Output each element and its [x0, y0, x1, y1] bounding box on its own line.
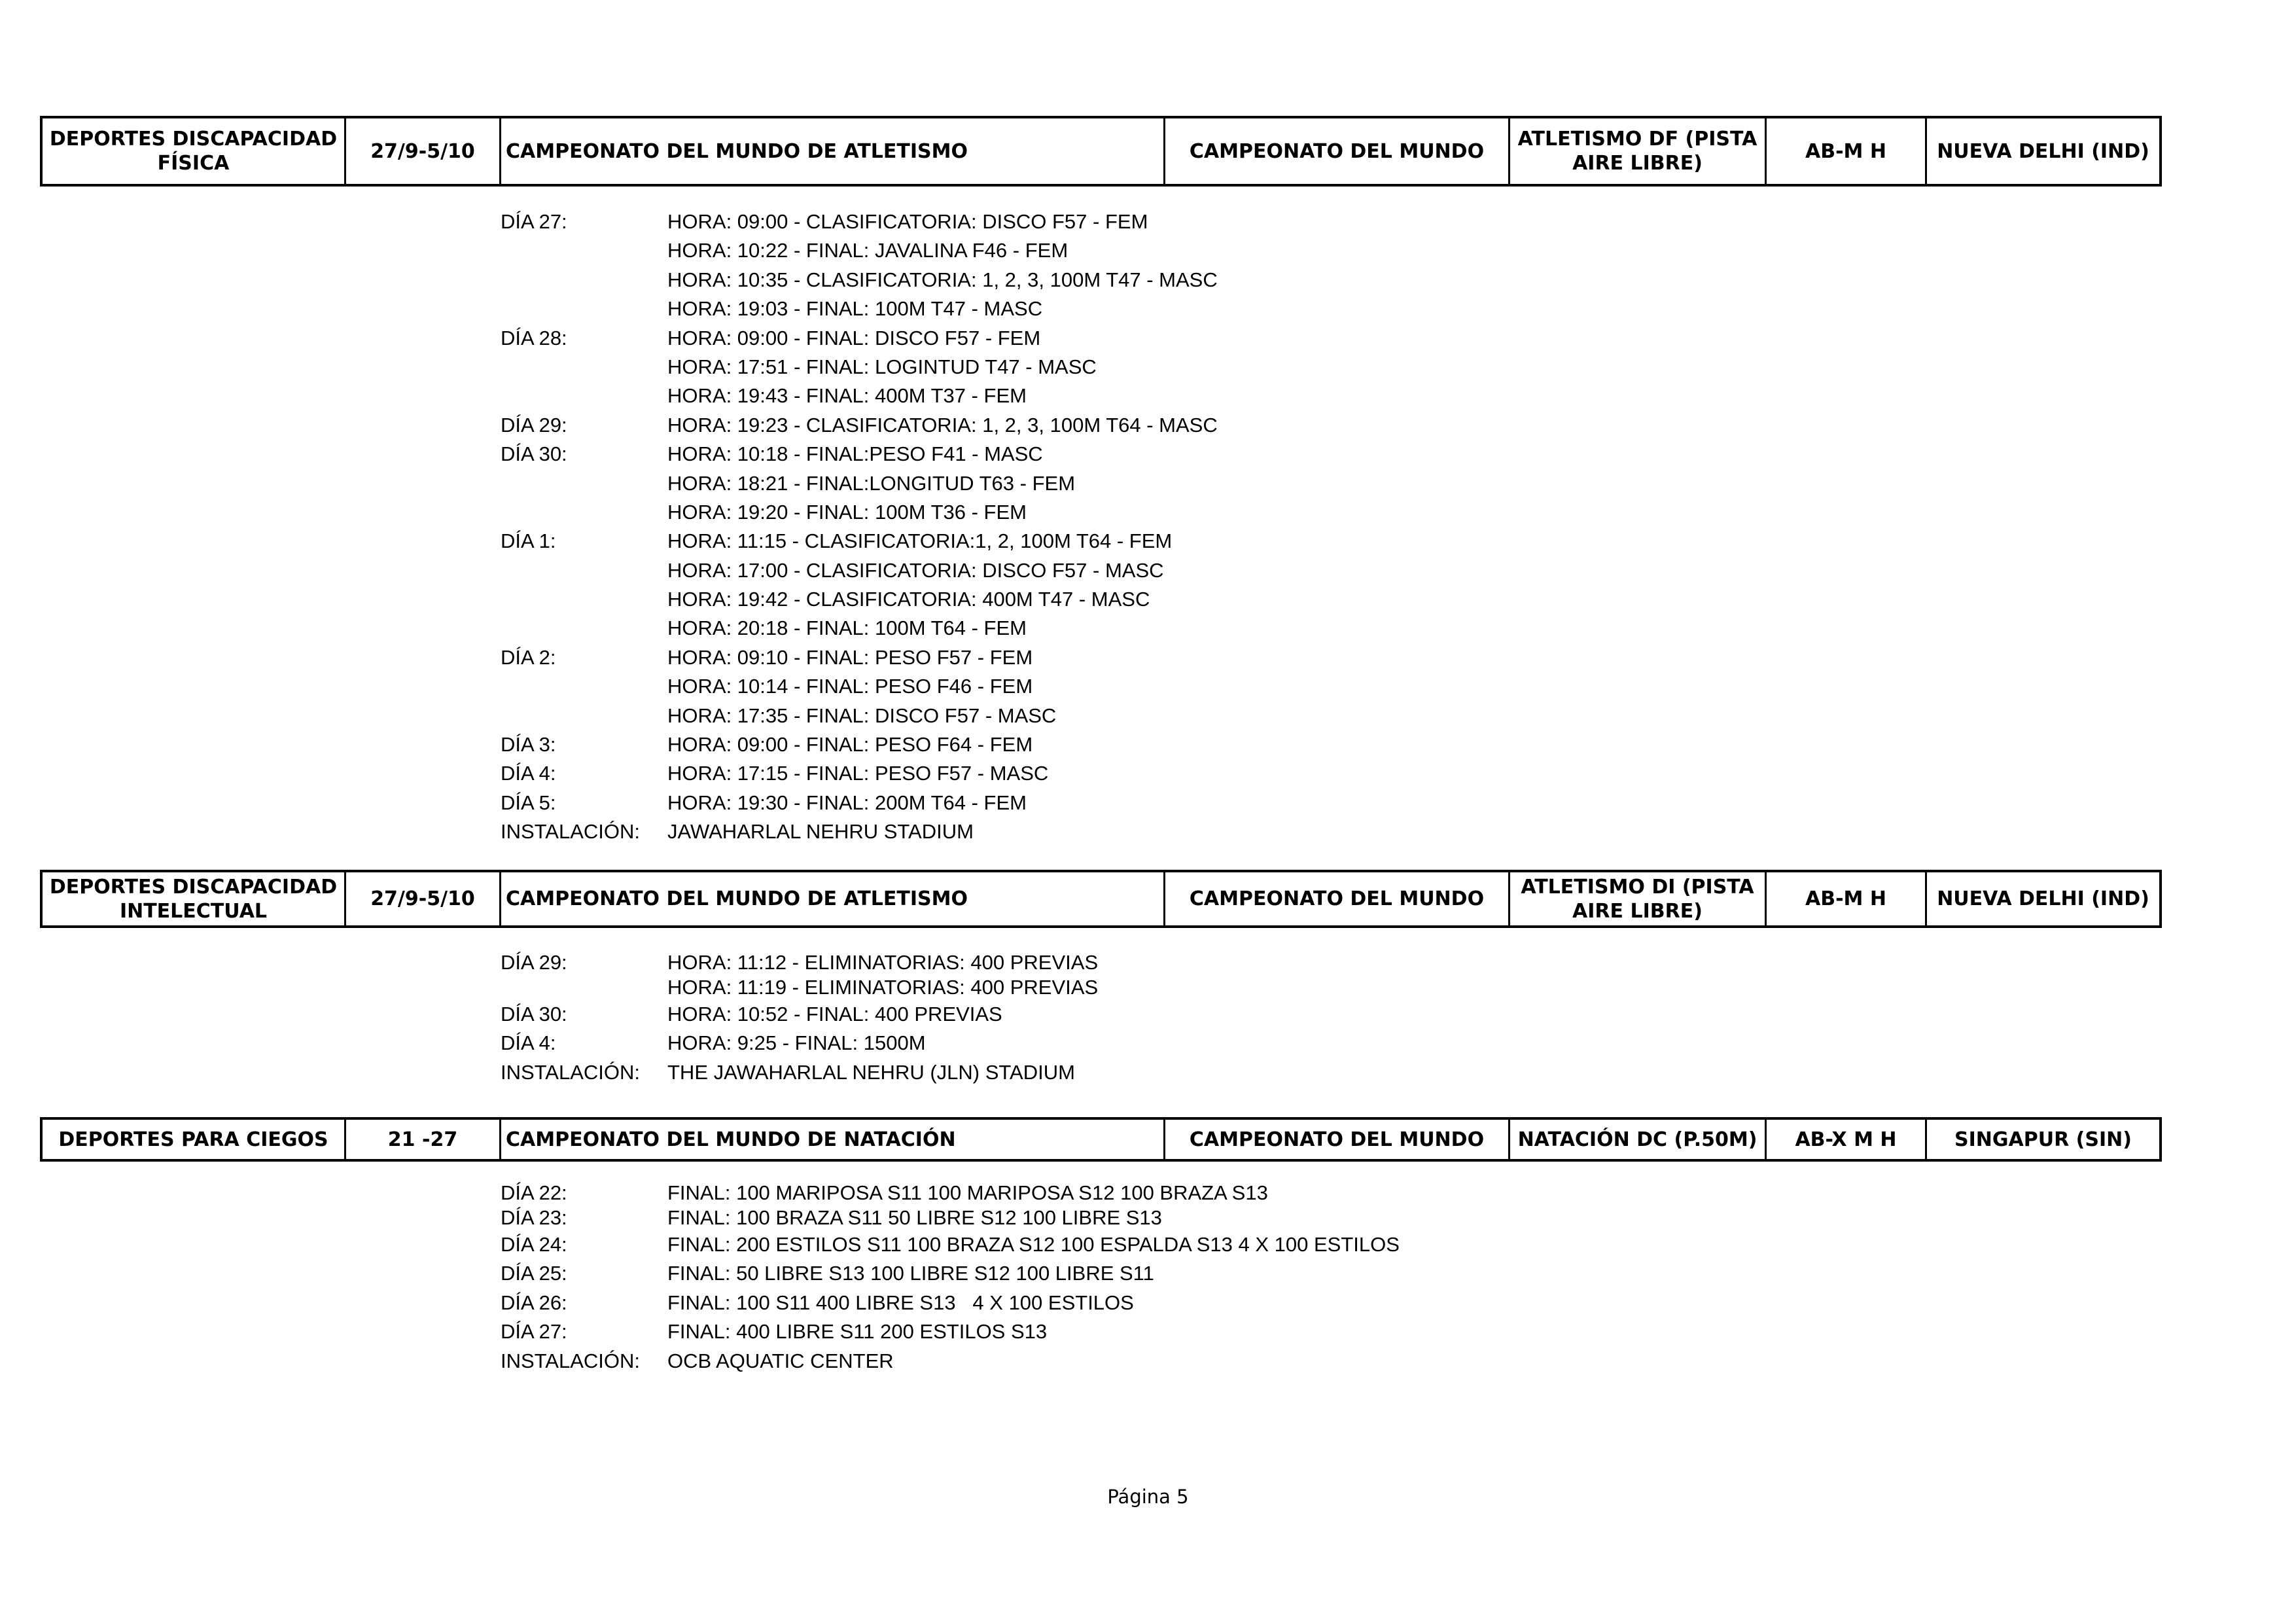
schedule-row — [501, 411, 1218, 440]
schedule-text: FINAL: 100 S11 400 LIBRE S13 4 X 100 ESTILOS — [667, 1291, 1134, 1314]
schedule-row — [501, 353, 1218, 382]
day-label — [501, 469, 667, 498]
day-label — [501, 498, 667, 527]
dates-cell: 21 -27 — [346, 1120, 501, 1159]
event-schedule — [501, 1181, 1400, 1376]
schedule-text: HORA: 09:00 - CLASIFICATORIA: DISCO F57 - FEM — [667, 210, 1148, 233]
day-label: DÍA 28: — [501, 326, 567, 349]
schedule-row — [501, 324, 1218, 353]
day-label: DÍA 29: — [501, 951, 567, 974]
schedule-row — [501, 975, 1098, 1000]
category-cell: DEPORTES PARA CIEGOS — [43, 1120, 346, 1159]
venue-label: INSTALACIÓN: — [501, 820, 641, 844]
schedule-row — [501, 527, 1218, 556]
schedule-row — [501, 1317, 1400, 1346]
day-label — [501, 975, 667, 1000]
schedule-text: HORA: 10:18 - FINAL:PESO F41 - MASC — [667, 442, 1043, 466]
day-label: DÍA 4: — [501, 762, 556, 785]
schedule-text: HORA: 19:23 - CLASIFICATORIA: 1, 2, 3, 100M T64 - MASC — [667, 413, 1218, 437]
schedule-row — [501, 236, 1218, 265]
schedule-text: HORA: 17:35 - FINAL: DISCO F57 - MASC — [667, 704, 1057, 727]
schedule-row — [501, 643, 1218, 672]
schedule-text: HORA: 18:21 - FINAL:LONGITUD T63 - FEM — [667, 471, 1076, 495]
venue-label: INSTALACIÓN: — [501, 1349, 641, 1372]
day-label: DÍA 23: — [501, 1206, 567, 1229]
schedule-text: HORA: 11:19 - ELIMINATORIAS: 400 PREVIAS — [667, 976, 1099, 999]
schedule-text: HORA: 17:00 - CLASIFICATORIA: DISCO F57 - MASC — [667, 558, 1164, 582]
schedule-text: FINAL: 400 LIBRE S11 200 ESTILOS S13 — [667, 1320, 1048, 1344]
day-label: DÍA 30: — [501, 442, 567, 466]
schedule-row — [501, 556, 1218, 585]
day-label — [501, 702, 667, 730]
day-label — [501, 585, 667, 614]
schedule-text: HORA: 19:42 - CLASIFICATORIA: 400M T47 - MASC — [667, 588, 1150, 611]
day-label: DÍA 26: — [501, 1291, 567, 1314]
schedule-text: FINAL: 100 MARIPOSA S11 100 MARIPOSA S12 100 BRAZA S13 — [667, 1181, 1268, 1204]
dates-cell: 27/9-5/10 — [346, 872, 501, 925]
category-cell: DEPORTES DISCAPACIDAD INTELECTUAL — [43, 872, 346, 925]
day-label: DÍA 27: — [501, 1320, 567, 1344]
schedule-row — [501, 382, 1218, 410]
schedule-text: HORA: 20:18 - FINAL: 100M T64 - FEM — [667, 616, 1027, 640]
schedule-text: HORA: 19:43 - FINAL: 400M T37 - FEM — [667, 384, 1027, 408]
competition-title-cell: CAMPEONATO DEL MUNDO DE ATLETISMO — [501, 872, 1165, 925]
day-label: DÍA 30: — [501, 1003, 567, 1026]
competition-type-cell: CAMPEONATO DEL MUNDO — [1165, 1120, 1510, 1159]
schedule-row — [501, 759, 1218, 788]
day-label: DÍA 3: — [501, 733, 556, 757]
schedule-text: HORA: 10:35 - CLASIFICATORIA: 1, 2, 3, 100M T47 - MASC — [667, 268, 1218, 291]
discipline-cell: NATACIÓN DC (P.50M) — [1510, 1120, 1767, 1159]
location-cell: SINGAPUR (SIN) — [1954, 1128, 2132, 1151]
schedule-row — [501, 702, 1218, 730]
day-label: DÍA 25: — [501, 1262, 567, 1285]
schedule-row — [501, 1259, 1400, 1288]
schedule-row — [501, 440, 1218, 469]
competition-type-cell: CAMPEONATO DEL MUNDO — [1165, 118, 1510, 184]
venue-label: INSTALACIÓN: — [501, 1060, 641, 1084]
competition-type-cell: CAMPEONATO DEL MUNDO — [1165, 872, 1510, 925]
gender-cell: AB-X M H — [1767, 1120, 1927, 1159]
schedule-row — [501, 498, 1218, 527]
gender-cell: AB-M H — [1767, 872, 1927, 925]
day-label: DÍA 22: — [501, 1181, 567, 1204]
day-label: DÍA 1: — [501, 529, 556, 553]
schedule-text: HORA: 09:10 - FINAL: PESO F57 - FEM — [667, 645, 1033, 669]
schedule-text: FINAL: 200 ESTILOS S11 100 BRAZA S12 100 ESPALDA S13 4 X 100 ESTILOS — [667, 1233, 1400, 1256]
schedule-row — [501, 207, 1218, 236]
schedule-row — [501, 1029, 1098, 1058]
schedule-text: HORA: 10:52 - FINAL: 400 PREVIAS — [667, 1003, 1002, 1026]
schedule-text: HORA: 17:15 - FINAL: PESO F57 - MASC — [667, 762, 1049, 785]
day-label: DÍA 5: — [501, 791, 556, 814]
schedule-row — [501, 469, 1218, 498]
venue-row — [501, 1347, 1400, 1376]
schedule-row — [501, 1289, 1400, 1317]
discipline-cell: ATLETISMO DF (PISTA AIRE LIBRE) — [1510, 118, 1767, 184]
schedule-row — [501, 266, 1218, 294]
day-label — [501, 614, 667, 643]
day-label: DÍA 2: — [501, 645, 556, 669]
schedule-row — [501, 1230, 1400, 1259]
event-header-row — [40, 870, 2162, 928]
schedule-text: HORA: 19:03 - FINAL: 100M T47 - MASC — [667, 297, 1043, 321]
page-number: Página 5 — [1107, 1486, 1189, 1508]
event-schedule — [501, 950, 1098, 1087]
schedule-text: HORA: 9:25 - FINAL: 1500M — [667, 1031, 926, 1055]
event-header-row — [40, 1117, 2162, 1162]
day-label — [501, 294, 667, 323]
schedule-row — [501, 1181, 1400, 1205]
schedule-row — [501, 1000, 1098, 1029]
venue-text: THE JAWAHARLAL NEHRU (JLN) STADIUM — [667, 1060, 1075, 1084]
venue-row — [501, 1058, 1098, 1087]
schedule-row — [501, 585, 1218, 614]
day-label — [501, 672, 667, 701]
location-cell: NUEVA DELHI (IND) — [1937, 139, 2149, 163]
location-cell: NUEVA DELHI (IND) — [1937, 887, 2149, 910]
venue-text: JAWAHARLAL NEHRU STADIUM — [667, 820, 974, 844]
event-header-row — [40, 116, 2162, 187]
schedule-text: FINAL: 100 BRAZA S11 50 LIBRE S12 100 LIBRE S13 — [667, 1206, 1162, 1229]
schedule-row — [501, 730, 1218, 759]
category-cell: DEPORTES DISCAPACIDAD FÍSICA — [43, 118, 346, 184]
day-label: DÍA 27: — [501, 210, 567, 233]
competition-title-cell: CAMPEONATO DEL MUNDO DE NATACIÓN — [501, 1120, 1165, 1159]
schedule-row — [501, 294, 1218, 323]
day-label — [501, 353, 667, 382]
schedule-row — [501, 614, 1218, 643]
schedule-text: HORA: 10:14 - FINAL: PESO F46 - FEM — [667, 675, 1033, 698]
schedule-text: HORA: 11:15 - CLASIFICATORIA:1, 2, 100M T64 - FEM — [667, 529, 1173, 553]
schedule-text: HORA: 17:51 - FINAL: LOGINTUD T47 - MASC — [667, 355, 1097, 378]
schedule-text: HORA: 09:00 - FINAL: DISCO F57 - FEM — [667, 326, 1041, 349]
schedule-row — [501, 789, 1218, 817]
schedule-row — [501, 672, 1218, 701]
schedule-row — [501, 950, 1098, 975]
venue-row — [501, 817, 1218, 846]
schedule-row — [501, 1205, 1400, 1230]
day-label: DÍA 29: — [501, 413, 567, 437]
schedule-text: HORA: 19:30 - FINAL: 200M T64 - FEM — [667, 791, 1027, 814]
day-label — [501, 556, 667, 585]
day-label — [501, 236, 667, 265]
gender-cell: AB-M H — [1767, 118, 1927, 184]
competition-title-cell: CAMPEONATO DEL MUNDO DE ATLETISMO — [501, 118, 1165, 184]
day-label — [501, 382, 667, 410]
schedule-text: HORA: 19:20 - FINAL: 100M T36 - FEM — [667, 500, 1027, 524]
dates-cell: 27/9-5/10 — [346, 118, 501, 184]
day-label: DÍA 4: — [501, 1031, 556, 1055]
day-label: DÍA 24: — [501, 1233, 567, 1256]
schedule-text: HORA: 11:12 - ELIMINATORIAS: 400 PREVIAS — [667, 951, 1099, 974]
schedule-text: FINAL: 50 LIBRE S13 100 LIBRE S12 100 LIBRE S11 — [667, 1262, 1154, 1285]
schedule-text: HORA: 09:00 - FINAL: PESO F64 - FEM — [667, 733, 1033, 757]
discipline-cell: ATLETISMO DI (PISTA AIRE LIBRE) — [1510, 872, 1767, 925]
schedule-text: HORA: 10:22 - FINAL: JAVALINA F46 - FEM — [667, 239, 1069, 262]
event-schedule — [501, 207, 1218, 847]
day-label — [501, 266, 667, 294]
venue-text: OCB AQUATIC CENTER — [667, 1349, 894, 1372]
